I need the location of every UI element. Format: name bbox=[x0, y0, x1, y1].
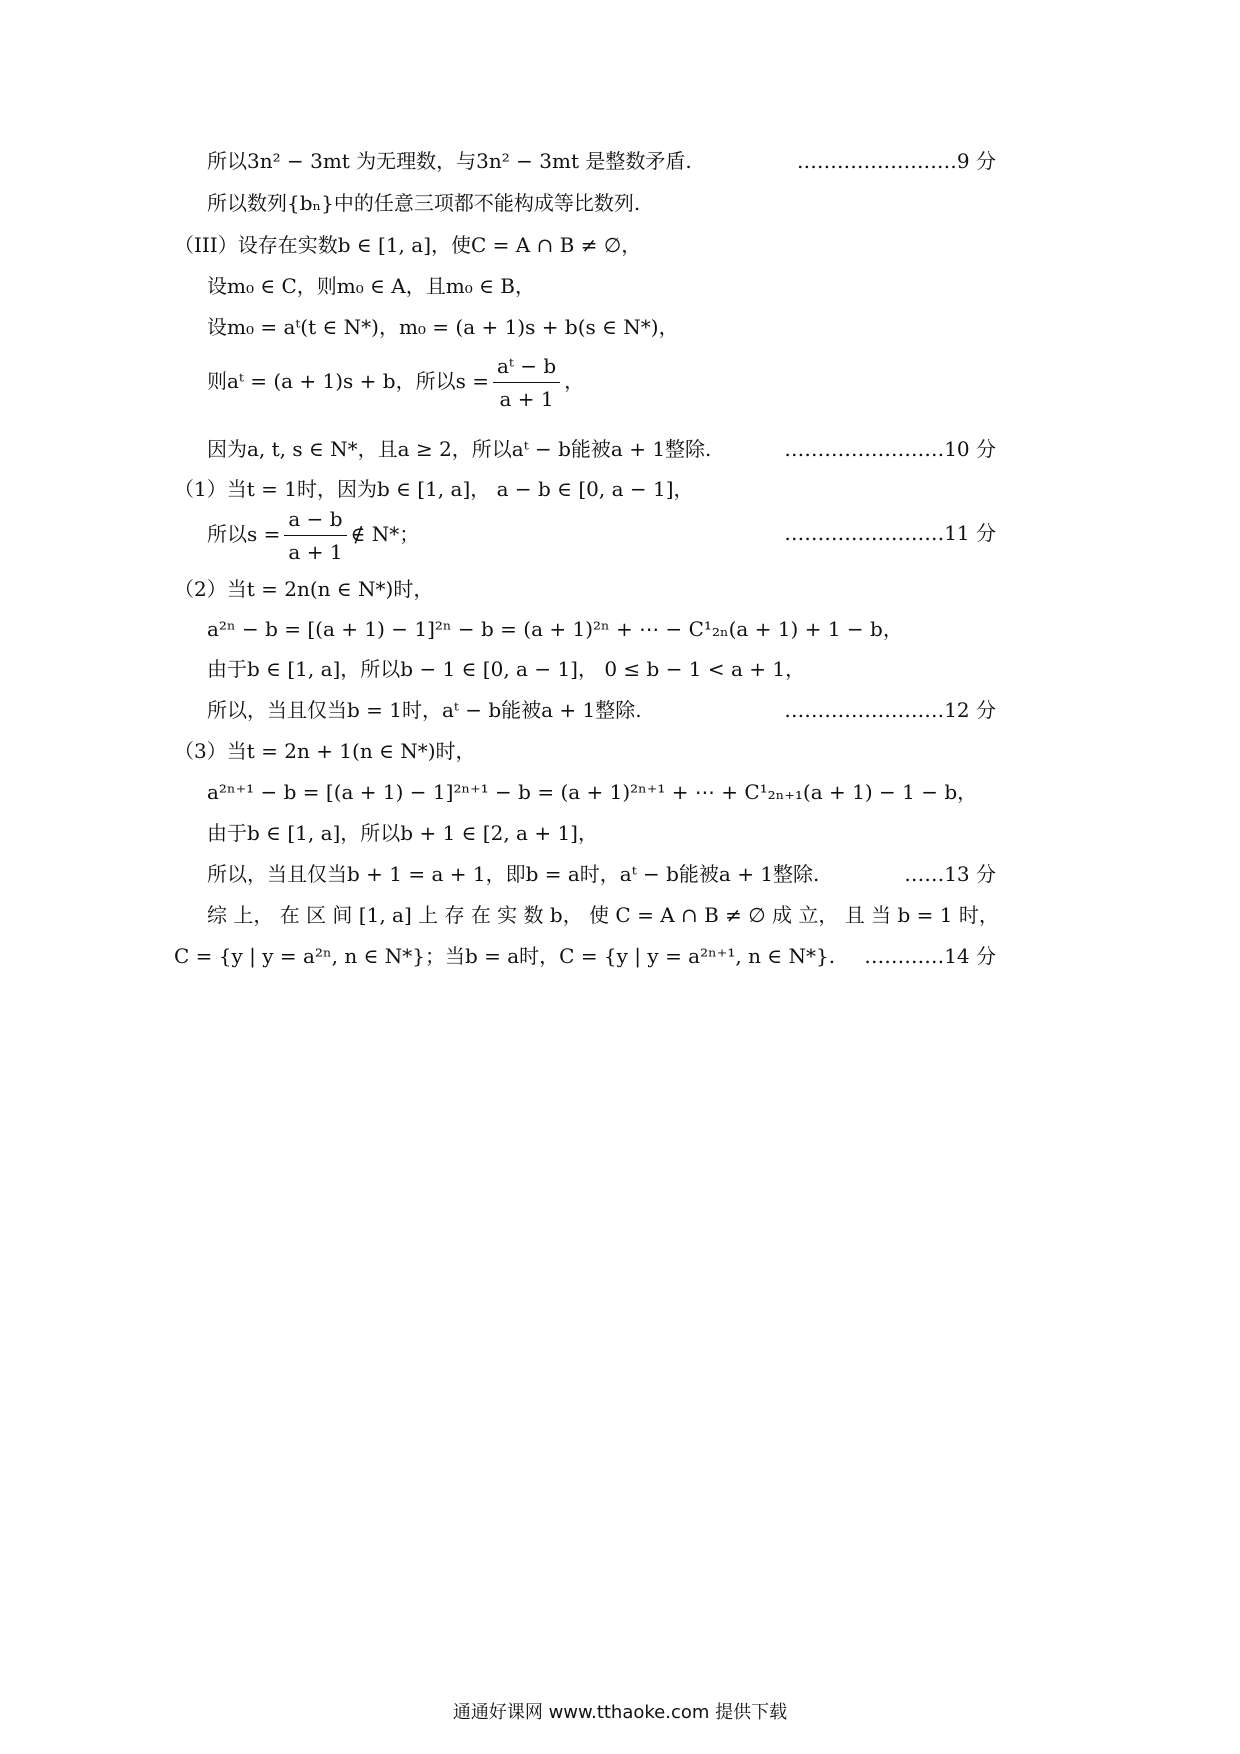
text-line-9-pre: 所以s = bbox=[207, 522, 281, 546]
summary-line-2: C = {y | y = a²ⁿ, n ∈ N*}；当b = a时，C = {y | y = a²ⁿ⁺¹, n ∈ N*}. bbox=[174, 944, 836, 968]
text-line-2: 所以数列{bₙ}中的任意三项都不能构成等比数列. bbox=[207, 191, 641, 215]
score-13: ……13 分 bbox=[904, 862, 996, 886]
case-1-heading: （1）当t = 1时，因为b ∈ [1, a]， a − b ∈ [0, a − 1]， bbox=[174, 477, 694, 501]
score-12: ……………………12 分 bbox=[784, 698, 996, 722]
text-line-13: 所以，当且仅当b = 1时，aᵗ − b能被a + 1整除. bbox=[207, 698, 642, 722]
text-line-11: a²ⁿ − b = [(a + 1) − 1]²ⁿ − b = (a + 1)²ⁿ + ⋯ − C¹₂ₙ(a + 1) + 1 − b， bbox=[207, 617, 903, 641]
text-line-7: 因为a, t, s ∈ N*，且a ≥ 2，所以aᵗ − b能被a + 1整除. bbox=[207, 437, 712, 461]
score-11: ……………………11 分 bbox=[784, 521, 996, 545]
text-line-9 bbox=[207, 503, 419, 583]
text-line-6 bbox=[207, 350, 584, 430]
score-9: ……………………9 分 bbox=[796, 149, 996, 173]
text-line-1: 所以3n² − 3mt 为无理数，与3n² − 3mt 是整数矛盾. bbox=[207, 149, 692, 173]
part-iii-heading: （III）设存在实数b ∈ [1, a]，使C = A ∩ B ≠ ∅， bbox=[174, 233, 642, 257]
text-line-16: 由于b ∈ [1, a]，所以b + 1 ∈ [2, a + 1]， bbox=[207, 821, 598, 845]
case-3-heading: （3）当t = 2n + 1(n ∈ N*)时， bbox=[174, 739, 476, 763]
text-line-9-post: ∉ N*； bbox=[350, 522, 420, 546]
score-14: …………14 分 bbox=[864, 944, 996, 968]
text-line-4: 设m₀ ∈ C，则m₀ ∈ A，且m₀ ∈ B， bbox=[207, 274, 535, 298]
text-line-15: a²ⁿ⁺¹ − b = [(a + 1) − 1]²ⁿ⁺¹ − b = (a + 1)²ⁿ⁺¹ + ⋯ + C¹₂ₙ₊₁(a + 1) − 1 − b， bbox=[207, 780, 978, 804]
fraction-numerator: aᵗ − b bbox=[493, 350, 560, 383]
fraction-denominator: a + 1 bbox=[499, 387, 554, 411]
fraction-denominator: a + 1 bbox=[288, 540, 343, 564]
score-10: ……………………10 分 bbox=[784, 437, 996, 461]
summary-line-1: 综 上， 在 区 间 [1, a] 上 存 在 实 数 b， 使 C = A ∩ B ≠ ∅ 成 立， 且 当 b = 1 时， bbox=[207, 903, 999, 927]
text-line-6-pre: 则aᵗ = (a + 1)s + b，所以s = bbox=[207, 369, 489, 393]
text-line-5: 设m₀ = aᵗ(t ∈ N*)，m₀ = (a + 1)s + b(s ∈ N*)， bbox=[207, 315, 679, 339]
text-line-6-post: ， bbox=[564, 369, 585, 393]
case-2-heading: （2）当t = 2n(n ∈ N*)时， bbox=[174, 577, 434, 601]
text-line-17: 所以，当且仅当b + 1 = a + 1，即b = a时，aᵗ − b能被a + 1整除. bbox=[207, 862, 820, 886]
footer-credit: 通通好课网 www.tthaoke.com 提供下载 bbox=[452, 1702, 788, 1723]
fraction bbox=[493, 350, 560, 415]
text-line-12: 由于b ∈ [1, a]，所以b − 1 ∈ [0, a − 1]， 0 ≤ b − 1 < a + 1， bbox=[207, 657, 806, 681]
fraction bbox=[284, 503, 346, 568]
fraction-numerator: a − b bbox=[284, 503, 346, 536]
